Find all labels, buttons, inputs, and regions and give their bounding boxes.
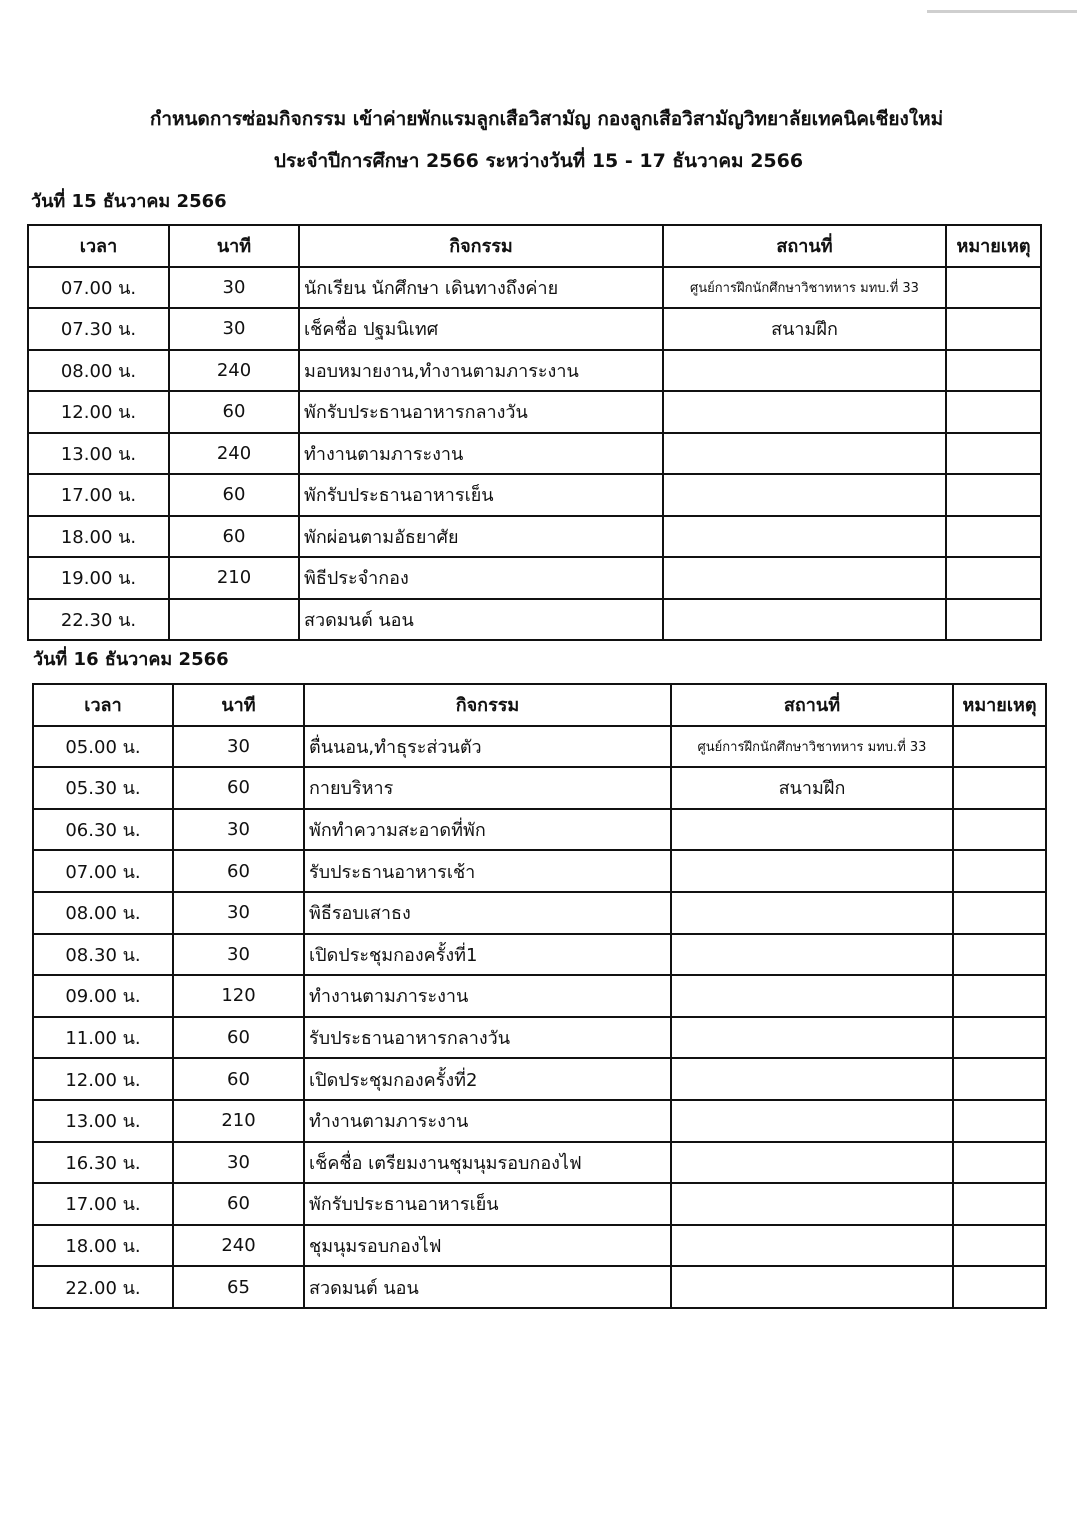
time-cell: 18.00 น. bbox=[33, 1225, 173, 1267]
place-cell bbox=[663, 350, 946, 392]
day-heading-2: วันที่ 16 ธันวาคม 2566 bbox=[33, 649, 229, 670]
activity-cell: ชุมนุมรอบกองไฟ bbox=[304, 1225, 671, 1267]
activity-cell: สวดมนต์ นอน bbox=[304, 1266, 671, 1308]
table-row bbox=[28, 267, 1041, 309]
table-header-row bbox=[28, 225, 1041, 267]
time-cell: 13.00 น. bbox=[33, 1100, 173, 1142]
time-cell: 09.00 น. bbox=[33, 975, 173, 1017]
place-cell bbox=[671, 1266, 953, 1308]
table-row bbox=[28, 599, 1041, 641]
minutes-cell: 30 bbox=[169, 308, 299, 350]
note-cell bbox=[946, 391, 1041, 433]
activity-cell: เปิดประชุมกองครั้งที่1 bbox=[304, 934, 671, 976]
note-cell bbox=[953, 1225, 1046, 1267]
minutes-cell: 240 bbox=[169, 433, 299, 475]
note-cell bbox=[946, 267, 1041, 309]
table-row bbox=[33, 1142, 1046, 1184]
time-cell: 05.00 น. bbox=[33, 726, 173, 768]
table-row bbox=[28, 308, 1041, 350]
place-cell bbox=[671, 1183, 953, 1225]
table-row bbox=[33, 1017, 1046, 1059]
table-row bbox=[33, 1183, 1046, 1225]
col-header-time: เวลา bbox=[33, 684, 173, 726]
activity-cell: เช็คชื่อ ปฐมนิเทศ bbox=[299, 308, 663, 350]
scan-edge-mark bbox=[927, 10, 1077, 13]
note-cell bbox=[946, 516, 1041, 558]
note-cell bbox=[946, 474, 1041, 516]
note-cell bbox=[946, 308, 1041, 350]
activity-cell: พักรับประธานอาหารเย็น bbox=[299, 474, 663, 516]
place-cell bbox=[671, 1100, 953, 1142]
time-cell: 08.30 น. bbox=[33, 934, 173, 976]
time-cell: 16.30 น. bbox=[33, 1142, 173, 1184]
col-header-minutes: นาที bbox=[173, 684, 304, 726]
time-cell: 19.00 น. bbox=[28, 557, 169, 599]
table-row bbox=[33, 726, 1046, 768]
document-title: กำหนดการซ่อมกิจกรรม เข้าค่ายพักแรมลูกเสือวิสามัญ กองลูกเสือวิสามัญวิทยาลัยเทคนิคเชียงใหม่ bbox=[149, 108, 944, 130]
place-cell bbox=[671, 1225, 953, 1267]
minutes-cell: 60 bbox=[173, 1183, 304, 1225]
activity-cell: มอบหมายงาน,ทำงานตามภาระงาน bbox=[299, 350, 663, 392]
note-cell bbox=[953, 1017, 1046, 1059]
activity-cell: เปิดประชุมกองครั้งที่2 bbox=[304, 1058, 671, 1100]
day2-rows bbox=[33, 726, 1046, 1308]
note-cell bbox=[946, 433, 1041, 475]
col-header-time: เวลา bbox=[28, 225, 169, 267]
day1-rows bbox=[28, 267, 1041, 641]
place-cell bbox=[663, 557, 946, 599]
place-cell bbox=[663, 433, 946, 475]
col-header-place: สถานที่ bbox=[663, 225, 946, 267]
place-cell bbox=[671, 975, 953, 1017]
minutes-cell: 65 bbox=[173, 1266, 304, 1308]
schedule-table-day1 bbox=[27, 224, 1042, 641]
minutes-cell: 240 bbox=[173, 1225, 304, 1267]
place-cell: สนามฝึก bbox=[663, 308, 946, 350]
minutes-cell: 60 bbox=[173, 850, 304, 892]
place-cell bbox=[671, 892, 953, 934]
place-cell bbox=[671, 934, 953, 976]
activity-cell: รับประธานอาหารกลางวัน bbox=[304, 1017, 671, 1059]
note-cell bbox=[953, 767, 1046, 809]
minutes-cell: 30 bbox=[173, 892, 304, 934]
table-row bbox=[33, 934, 1046, 976]
activity-cell: พิธีประจำกอง bbox=[299, 557, 663, 599]
place-cell: ศูนย์การฝึกนักศึกษาวิชาทหาร มทบ.ที่ 33 bbox=[671, 726, 953, 768]
note-cell bbox=[953, 1183, 1046, 1225]
time-cell: 12.00 น. bbox=[33, 1058, 173, 1100]
activity-cell: พักผ่อนตามอัธยาศัย bbox=[299, 516, 663, 558]
place-cell bbox=[663, 599, 946, 641]
activity-cell: ทำงานตามภาระงาน bbox=[304, 975, 671, 1017]
activity-cell: นักเรียน นักศึกษา เดินทางถึงค่าย bbox=[299, 267, 663, 309]
table-row bbox=[28, 474, 1041, 516]
minutes-cell: 60 bbox=[173, 1017, 304, 1059]
table-row bbox=[33, 1100, 1046, 1142]
table-row bbox=[28, 557, 1041, 599]
note-cell bbox=[953, 1142, 1046, 1184]
note-cell bbox=[953, 809, 1046, 851]
col-header-minutes: นาที bbox=[169, 225, 299, 267]
col-header-activity: กิจกรรม bbox=[304, 684, 671, 726]
place-cell: สนามฝึก bbox=[671, 767, 953, 809]
place-cell bbox=[671, 1058, 953, 1100]
table-row bbox=[33, 767, 1046, 809]
col-header-note: หมายเหตุ bbox=[946, 225, 1041, 267]
activity-cell: ตื่นนอน,ทำธุระส่วนตัว bbox=[304, 726, 671, 768]
table-row bbox=[28, 391, 1041, 433]
place-cell bbox=[671, 809, 953, 851]
place-cell bbox=[671, 1017, 953, 1059]
col-header-place: สถานที่ bbox=[671, 684, 953, 726]
col-header-note: หมายเหตุ bbox=[953, 684, 1046, 726]
note-cell bbox=[953, 1100, 1046, 1142]
time-cell: 11.00 น. bbox=[33, 1017, 173, 1059]
minutes-cell: 210 bbox=[169, 557, 299, 599]
activity-cell: รับประธานอาหารเช้า bbox=[304, 850, 671, 892]
time-cell: 18.00 น. bbox=[28, 516, 169, 558]
note-cell bbox=[953, 726, 1046, 768]
minutes-cell: 30 bbox=[169, 267, 299, 309]
note-cell bbox=[953, 850, 1046, 892]
time-cell: 08.00 น. bbox=[28, 350, 169, 392]
document-subtitle: ประจำปีการศึกษา 2566 ระหว่างวันที่ 15 - 17 ธันวาคม 2566 bbox=[273, 150, 804, 172]
activity-cell: ทำงานตามภาระงาน bbox=[299, 433, 663, 475]
activity-cell: พักรับประธานอาหารกลางวัน bbox=[299, 391, 663, 433]
time-cell: 05.30 น. bbox=[33, 767, 173, 809]
minutes-cell: 60 bbox=[169, 391, 299, 433]
minutes-cell: 30 bbox=[173, 1142, 304, 1184]
table-row bbox=[28, 350, 1041, 392]
time-cell: 13.00 น. bbox=[28, 433, 169, 475]
table-row bbox=[33, 809, 1046, 851]
minutes-cell: 30 bbox=[173, 934, 304, 976]
activity-cell: สวดมนต์ นอน bbox=[299, 599, 663, 641]
note-cell bbox=[953, 892, 1046, 934]
minutes-cell: 30 bbox=[173, 726, 304, 768]
table-header-row bbox=[33, 684, 1046, 726]
note-cell bbox=[953, 1058, 1046, 1100]
minutes-cell: 60 bbox=[173, 767, 304, 809]
activity-cell: พักรับประธานอาหารเย็น bbox=[304, 1183, 671, 1225]
time-cell: 22.30 น. bbox=[28, 599, 169, 641]
table-row bbox=[33, 1266, 1046, 1308]
minutes-cell bbox=[169, 599, 299, 641]
minutes-cell: 60 bbox=[169, 516, 299, 558]
table-row bbox=[33, 892, 1046, 934]
place-cell bbox=[671, 1142, 953, 1184]
activity-cell: พิธีรอบเสาธง bbox=[304, 892, 671, 934]
time-cell: 17.00 น. bbox=[28, 474, 169, 516]
day-heading-1: วันที่ 15 ธันวาคม 2566 bbox=[31, 191, 227, 212]
minutes-cell: 210 bbox=[173, 1100, 304, 1142]
minutes-cell: 120 bbox=[173, 975, 304, 1017]
activity-cell: เช็คชื่อ เตรียมงานชุมนุมรอบกองไฟ bbox=[304, 1142, 671, 1184]
time-cell: 12.00 น. bbox=[28, 391, 169, 433]
table-row bbox=[33, 1058, 1046, 1100]
time-cell: 22.00 น. bbox=[33, 1266, 173, 1308]
minutes-cell: 240 bbox=[169, 350, 299, 392]
place-cell: ศูนย์การฝึกนักศึกษาวิชาทหาร มทบ.ที่ 33 bbox=[663, 267, 946, 309]
minutes-cell: 60 bbox=[169, 474, 299, 516]
table-row bbox=[33, 975, 1046, 1017]
table-row bbox=[28, 516, 1041, 558]
place-cell bbox=[663, 516, 946, 558]
time-cell: 08.00 น. bbox=[33, 892, 173, 934]
time-cell: 06.30 น. bbox=[33, 809, 173, 851]
note-cell bbox=[946, 557, 1041, 599]
place-cell bbox=[663, 391, 946, 433]
table-row bbox=[33, 850, 1046, 892]
place-cell bbox=[663, 474, 946, 516]
activity-cell: ทำงานตามภาระงาน bbox=[304, 1100, 671, 1142]
schedule-table-day2 bbox=[32, 683, 1047, 1309]
table-row bbox=[28, 433, 1041, 475]
time-cell: 07.00 น. bbox=[28, 267, 169, 309]
place-cell bbox=[671, 850, 953, 892]
activity-cell: กายบริหาร bbox=[304, 767, 671, 809]
note-cell bbox=[953, 1266, 1046, 1308]
time-cell: 07.30 น. bbox=[28, 308, 169, 350]
note-cell bbox=[946, 350, 1041, 392]
table-row bbox=[33, 1225, 1046, 1267]
note-cell bbox=[953, 934, 1046, 976]
note-cell bbox=[946, 599, 1041, 641]
time-cell: 17.00 น. bbox=[33, 1183, 173, 1225]
note-cell bbox=[953, 975, 1046, 1017]
time-cell: 07.00 น. bbox=[33, 850, 173, 892]
minutes-cell: 30 bbox=[173, 809, 304, 851]
activity-cell: พักทำความสะอาดที่พัก bbox=[304, 809, 671, 851]
col-header-activity: กิจกรรม bbox=[299, 225, 663, 267]
minutes-cell: 60 bbox=[173, 1058, 304, 1100]
